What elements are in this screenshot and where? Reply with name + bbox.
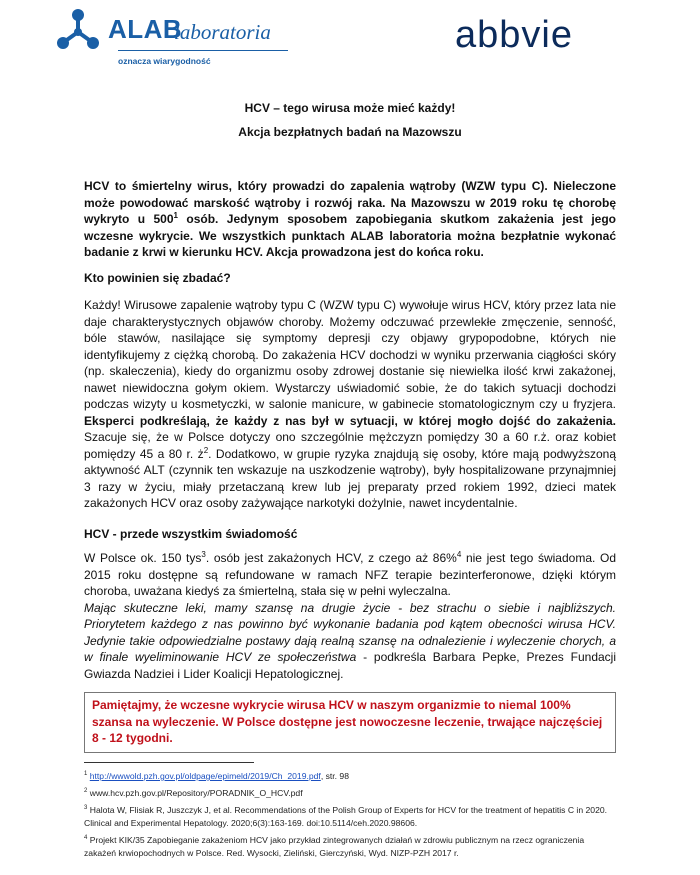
footnote-ref-2[interactable]: 2 <box>203 445 209 455</box>
alab-molecule-icon <box>52 8 104 56</box>
footnote-item <box>84 834 616 860</box>
alab-tagline: oznacza wiarygodność <box>118 56 211 66</box>
awareness-text-3: nie jest tego świadoma. Od 2015 roku dostępne są refundowane w ramach NFZ terapie bezinterferonowe, dzięki którym choroba, uważana kiedyś za śmiertelną, stała się w pełni wyleczalna. <box>84 551 617 598</box>
who-text-3: . Dodatkowo, w grupie ryzyka znajdują się osoby, które mają podwyższoną aktywność ALT (czynnik ten wskazuje na uszkodzenie wątroby), były hospitalizowane przynajmniej 3 razy w życiu, miały przetaczaną krew lub jej preparaty przed rokiem 1992, dzieci matek zakażonych HCV oraz osoby zażywające narkotyki dożylnie, nawet incydentalnie. <box>84 446 616 510</box>
callout-box: Pamiętajmy, że wczesne wykrycie wirusa HCV w naszym organizmie to niemal 100% szansa na wyleczenie. W Polsce dostępne jest nowoczesne leczenie, trwające najczęściej 8 - 12 tygodni. <box>84 692 616 753</box>
who-text-1: Każdy! Wirusowe zapalenie wątroby typu C (WZW typu C) wywołuje wirus HCV, który przez lata nie daje charakterystycznych objawów choroby. Możemy odczuwać przewlekłe zmęczenie, senność, bóle stawów, nasilające się symptomy depresji czy objawy grypopodobne, których nie identyfikujemy z ciężką chorobą. Do zakażenia HCV dochodzi w wyniku przerwania ciągłości skóry (np. skaleczenia), kiedy do organizmu osoby zdrowej dostanie się niewielka ilość krwi zakażonej, nawet niewidoczna gołym okiem. Wystarczy uświadomić sobie, że do takich sytuacji dochodzi podczas wizyty u kosmetyczki, w salonie manicure, w gabinecie stomatologicznym czy u fryzjera. <box>84 298 616 411</box>
footnote-text: , str. 98 <box>320 771 349 781</box>
quote-attribution: - podkreśla Barbara Pepke, Prezes Fundacji Gwiazda Nadziei i Lider Koalicji Hepatologicznej. <box>84 650 616 681</box>
section-paragraph-awareness <box>84 550 616 682</box>
alab-logo <box>52 8 312 64</box>
section-heading-who: Kto powinien się zbadać? <box>84 271 231 285</box>
footnote-number: 1 <box>84 771 88 778</box>
footnote-item <box>84 804 616 830</box>
footnote-ref-3[interactable]: 3 <box>201 550 206 559</box>
footnote-ref-1[interactable]: 1 <box>173 211 178 220</box>
footnote-item <box>84 787 616 800</box>
footnote-number: 4 <box>84 835 88 842</box>
document-title: HCV – tego wirusa może mieć każdy! <box>244 101 456 115</box>
footnote-number: 3 <box>84 805 88 812</box>
abbvie-logo: abbvie <box>455 14 573 56</box>
lead-paragraph <box>84 178 616 261</box>
footnotes <box>84 770 616 864</box>
who-emphasis: Eksperci podkreślają, że każdy z nas był w sytuacji, w której mogło dojść do zakażenia. <box>84 413 616 428</box>
expert-quote: Mając skuteczne leki, mamy szansę na drugie życie - bez strachu o siebie i najbliższych. Priorytetem każdego z nas powinno być wykonanie badania pod kątem obecności wirusa HCV. Jedynie takie odpowiedzialne postawy dają realną szansę na odnalezienie i wyleczenie chorych, a w finale wyeliminowanie HCV ze społeczeństwa <box>84 600 616 664</box>
lead-text-2: osób. Jedynym sposobem zapobiegania skutkom zakażenia jest jego wczesne wykrycie. We wszystkich punktach ALAB laboratoria można bezpłatnie wykonać badanie z krwi w kierunku HCV. Akcja prowadzona jest do końca roku. <box>84 212 616 259</box>
document-subtitle: Akcja bezpłatnych badań na Mazowszu <box>238 125 462 139</box>
awareness-text-2: . osób jest zakażonych HCV, z czego aż 86% <box>205 551 457 565</box>
lead-text-1: HCV to śmiertelny wirus, który prowadzi do zapalenia wątroby (WZW typu C). Nieleczone może powodować marskość wątroby i rozwój raka. Na Mazowszu w 2019 roku tę chorobę wykryto u 500 <box>84 179 616 226</box>
footnote-item <box>84 770 616 783</box>
footnote-divider <box>84 762 254 763</box>
section-heading-awareness: HCV - przede wszystkim świadomość <box>84 527 298 541</box>
footnote-ref-4[interactable]: 4 <box>456 550 462 559</box>
footnote-text: Halota W, Flisiak R, Juszczyk J, et al. Recommendations of the Polish Group of Experts for HCV for the treatment of hepatitis C in 2020. Clinical and Experimental Hepatology. 2020;6(3):163-169. doi:10.5114/ceh.2020.98606. <box>84 805 608 828</box>
awareness-text-1: W Polsce ok. 150 tys <box>84 551 202 565</box>
footnote-text: www.hcv.pzh.gov.pl/Repository/PORADNIK_O_HCV.pdf <box>89 788 303 798</box>
alab-brand-text: ALAB <box>108 14 183 44</box>
alab-subbrand-text: laboratoria <box>174 20 271 44</box>
footnote-number: 2 <box>84 788 88 795</box>
alab-underline <box>118 50 288 51</box>
footnote-text: Projekt KIK/35 Zapobieganie zakażeniom HCV jako przykład zintegrowanych działań w zdrowiu publicznym na rzecz ograniczenia zakażeń krwiopochodnych w Polsce. Red. Wysocki, Zieliński, Gierczyński, Wyd. NIZP-PZH 2017 r. <box>84 835 585 858</box>
footnote-link[interactable]: http://wwwold.pzh.gov.pl/oldpage/epimeld/2019/Ch_2019.pdf <box>89 771 321 781</box>
section-paragraph-who <box>84 297 616 512</box>
who-text-2: Szacuje się, że w Polsce dotyczy ono szczególnie mężczyzn pomiędzy 30 a 60 r.ż. oraz kobiet pomiędzy 45 a 80 r. ż <box>84 430 616 461</box>
